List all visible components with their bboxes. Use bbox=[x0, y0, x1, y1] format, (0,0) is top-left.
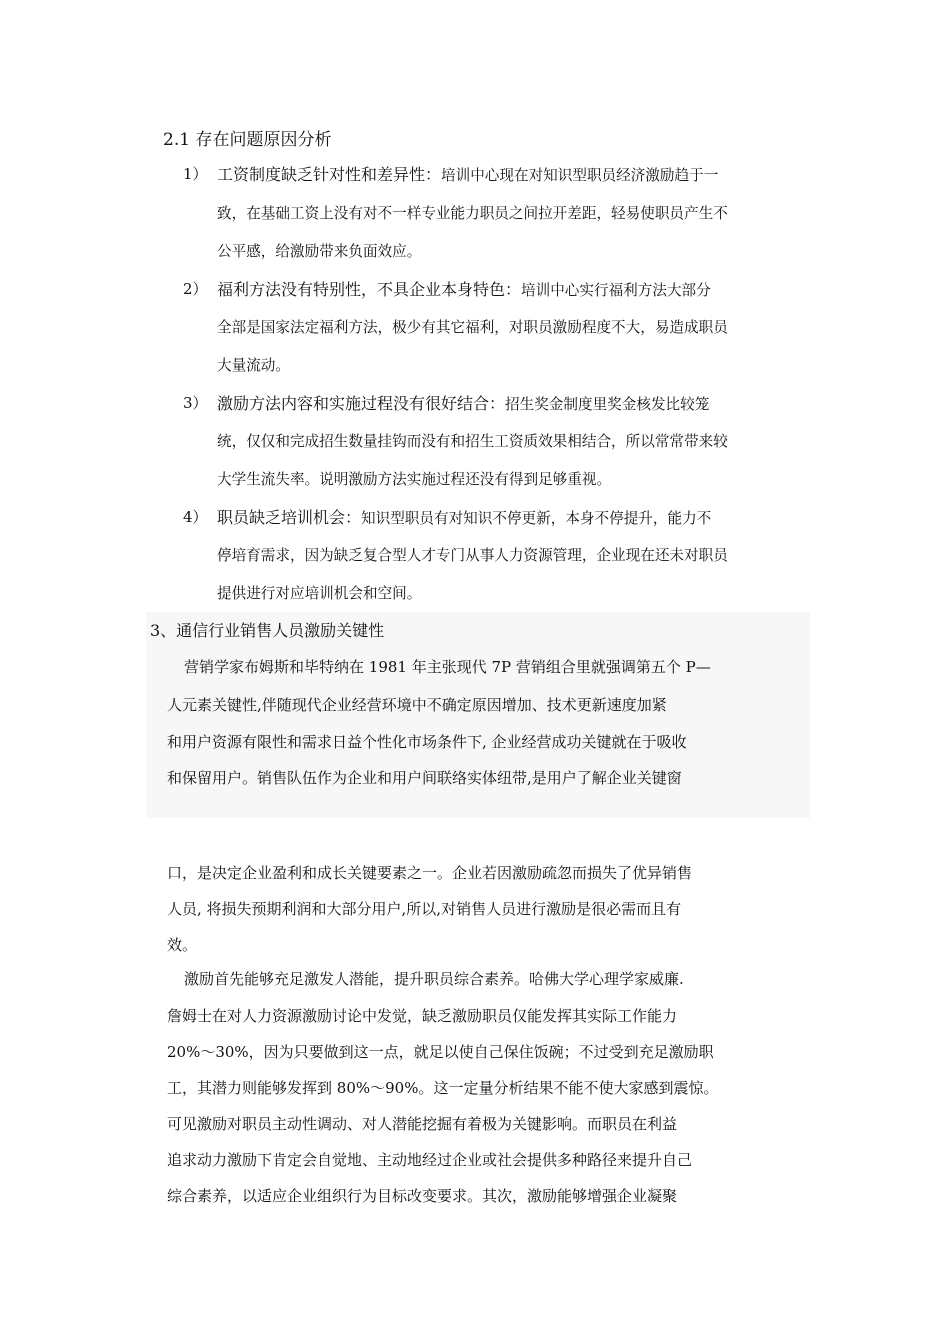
item-3-title: 激励方法内容和实施过程没有很好结合： bbox=[217, 394, 506, 413]
item-4-number: 4） bbox=[183, 508, 208, 526]
item-3-line-2: 统，仅仅和完成招生数量挂钩而没有和招生工资质效果相结合，所以常常带来较 bbox=[217, 433, 728, 450]
item-2-title: 福利方法没有特别性，不具企业本身特色： bbox=[217, 280, 522, 299]
item-1-line-1: 培训中心现在对知识型职员经济激励趋于一 bbox=[441, 167, 719, 184]
item-3-line-1: 招生奖金制度里奖金核发比较笼 bbox=[505, 396, 710, 413]
item-4-first-line bbox=[217, 505, 711, 528]
item-1-first-line bbox=[217, 162, 718, 185]
item-1-line-3: 公平感，给激励带来负面效应。 bbox=[217, 243, 422, 260]
item-4-title: 职员缺乏培训机会： bbox=[217, 508, 362, 527]
item-3-number: 3） bbox=[183, 394, 208, 412]
para1-line-1: 营销学家布姆斯和毕特纳在 1981 年主张现代 7P 营销组合里就强调第五个 P— bbox=[184, 658, 711, 676]
para2-line-6: 追求动力激励下肯定会自觉地、主动地经过企业或社会提供多种路径来提升自己 bbox=[167, 1151, 693, 1169]
para1-cont-line-3: 效。 bbox=[167, 936, 198, 954]
para2-line-4: 工，其潜力则能够发挥到 80%～90%。这一定量分析结果不能不使大家感到震惊。 bbox=[167, 1079, 719, 1097]
item-1-number: 1） bbox=[183, 165, 208, 183]
para2-line-7: 综合素养，以适应企业组织行为目标改变要求。其次，激励能够增强企业凝聚 bbox=[167, 1187, 678, 1205]
item-1-title: 工资制度缺乏针对性和差异性： bbox=[217, 165, 442, 184]
item-3-first-line bbox=[217, 391, 709, 414]
item-2-first-line bbox=[217, 277, 711, 300]
para2-line-3: 20%～30%，因为只要做到这一点，就足以使自己保住饭碗；不过受到充足激励职 bbox=[167, 1043, 714, 1061]
section-heading-3: 3、通信行业销售人员激励关键性 bbox=[150, 621, 385, 640]
para1-line-4: 和保留用户。销售队伍作为企业和用户间联络实体纽带,是用户了解企业关键窗 bbox=[167, 769, 682, 787]
item-2-number: 2） bbox=[183, 280, 208, 298]
item-2-line-2: 全部是国家法定福利方法，极少有其它福利，对职员激励程度不大，易造成职员 bbox=[217, 319, 728, 336]
para2-line-5: 可见激励对职员主动性调动、对人潜能挖掘有着极为关键影响。而职员在利益 bbox=[167, 1115, 678, 1133]
para2-line-1: 激励首先能够充足激发人潜能，提升职员综合素养。哈佛大学心理学家威廉. bbox=[184, 970, 684, 988]
para1-cont-line-2: 人员, 将损失预期利润和大部分用户,所以,对销售人员进行激励是很必需而且有 bbox=[167, 900, 682, 918]
item-4-line-3: 提供进行对应培训机会和空间。 bbox=[217, 585, 422, 602]
item-3-line-3: 大学生流失率。说明激励方法实施过程还没有得到足够重视。 bbox=[217, 471, 612, 488]
item-1-line-2: 致，在基础工资上没有对不一样专业能力职员之间拉开差距，轻易使职员产生不 bbox=[217, 205, 728, 222]
para1-cont-line-1: 口，是决定企业盈利和成长关键要素之一。企业若因激励疏忽而损失了优异销售 bbox=[167, 864, 693, 882]
section-heading-2-1: 2.1 存在问题原因分析 bbox=[163, 130, 332, 150]
para1-line-3: 和用户资源有限性和需求日益个性化市场条件下, 企业经营成功关键就在于吸收 bbox=[167, 733, 687, 751]
para1-line-2: 人元素关键性,伴随现代企业经营环境中不确定原因增加、技术更新速度加紧 bbox=[167, 696, 667, 714]
item-2-line-1: 培训中心实行福利方法大部分 bbox=[521, 282, 711, 299]
item-4-line-1: 知识型职员有对知识不停更新，本身不停提升，能力不 bbox=[361, 510, 712, 527]
item-4-line-2: 停培育需求，因为缺乏复合型人才专门从事人力资源管理，企业现在还未对职员 bbox=[217, 547, 728, 564]
para2-line-2: 詹姆士在对人力资源激励讨论中发觉，缺乏激励职员仅能发挥其实际工作能力 bbox=[167, 1007, 678, 1025]
item-2-line-3: 大量流动。 bbox=[217, 357, 290, 374]
